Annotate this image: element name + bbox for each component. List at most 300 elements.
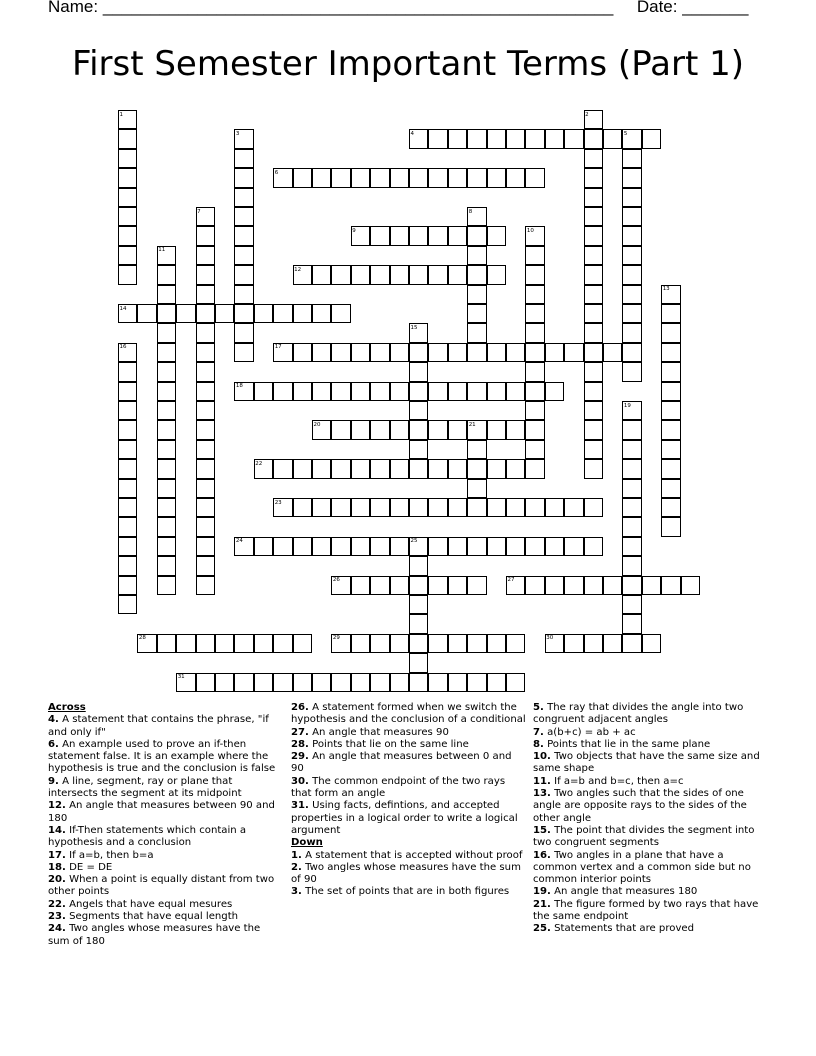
grid-cell[interactable] — [487, 498, 506, 517]
grid-cell[interactable] — [157, 556, 176, 575]
grid-cell[interactable] — [370, 420, 389, 439]
grid-cell[interactable] — [564, 634, 583, 653]
grid-cell[interactable] — [564, 129, 583, 148]
grid-cell[interactable] — [409, 362, 428, 381]
grid-cell[interactable] — [622, 149, 641, 168]
grid-cell[interactable] — [118, 401, 137, 420]
grid-cell[interactable] — [331, 304, 350, 323]
grid-cell[interactable] — [234, 673, 253, 692]
grid-cell[interactable] — [390, 673, 409, 692]
grid-cell[interactable] — [370, 673, 389, 692]
grid-cell[interactable] — [331, 673, 350, 692]
grid-cell[interactable] — [118, 226, 137, 245]
grid-cell[interactable] — [331, 343, 350, 362]
grid-cell[interactable] — [525, 246, 544, 265]
grid-cell[interactable] — [390, 343, 409, 362]
grid-cell[interactable] — [428, 673, 447, 692]
grid-cell[interactable] — [293, 634, 312, 653]
grid-cell[interactable] — [312, 498, 331, 517]
grid-cell[interactable] — [487, 168, 506, 187]
grid-cell[interactable] — [661, 459, 680, 478]
grid-cell[interactable] — [196, 479, 215, 498]
grid-cell[interactable] — [157, 362, 176, 381]
grid-cell[interactable] — [584, 129, 603, 148]
grid-cell[interactable] — [196, 382, 215, 401]
grid-cell[interactable] — [622, 168, 641, 187]
grid-cell[interactable] — [622, 634, 641, 653]
grid-cell[interactable] — [390, 168, 409, 187]
grid-cell[interactable] — [448, 343, 467, 362]
grid-cell[interactable] — [293, 343, 312, 362]
grid-cell[interactable] — [370, 537, 389, 556]
grid-cell[interactable] — [390, 498, 409, 517]
grid-cell[interactable] — [234, 188, 253, 207]
grid-cell[interactable] — [157, 382, 176, 401]
grid-cell[interactable] — [564, 576, 583, 595]
grid-cell[interactable] — [661, 517, 680, 536]
grid-cell[interactable] — [157, 498, 176, 517]
grid-cell[interactable] — [196, 265, 215, 284]
grid-cell[interactable] — [584, 401, 603, 420]
grid-cell[interactable] — [545, 498, 564, 517]
grid-cell[interactable] — [176, 304, 195, 323]
grid-cell[interactable] — [545, 576, 564, 595]
grid-cell[interactable] — [312, 304, 331, 323]
grid-cell[interactable] — [525, 440, 544, 459]
grid-cell[interactable] — [293, 673, 312, 692]
grid-cell[interactable] — [661, 323, 680, 342]
grid-cell[interactable] — [157, 576, 176, 595]
grid-cell[interactable] — [351, 382, 370, 401]
grid-cell[interactable] — [428, 634, 447, 653]
grid-cell[interactable] — [661, 304, 680, 323]
grid-cell[interactable] — [467, 498, 486, 517]
grid-cell[interactable] — [525, 129, 544, 148]
grid-cell[interactable] — [525, 420, 544, 439]
grid-cell[interactable] — [118, 168, 137, 187]
grid-cell[interactable] — [390, 265, 409, 284]
grid-cell[interactable] — [603, 576, 622, 595]
grid-cell[interactable] — [506, 498, 525, 517]
grid-cell[interactable] — [622, 207, 641, 226]
grid-cell[interactable] — [428, 576, 447, 595]
grid-cell[interactable] — [622, 420, 641, 439]
grid-cell[interactable] — [428, 226, 447, 245]
grid-cell[interactable] — [370, 498, 389, 517]
grid-cell[interactable] — [390, 576, 409, 595]
grid-cell[interactable] — [584, 323, 603, 342]
grid-cell[interactable] — [118, 246, 137, 265]
grid-cell[interactable] — [234, 207, 253, 226]
grid-cell[interactable] — [118, 265, 137, 284]
grid-cell[interactable] — [215, 304, 234, 323]
grid-cell[interactable] — [370, 459, 389, 478]
grid-cell[interactable] — [622, 479, 641, 498]
grid-cell[interactable] — [506, 673, 525, 692]
grid-cell[interactable] — [118, 420, 137, 439]
grid-cell[interactable] — [390, 459, 409, 478]
grid-cell[interactable] — [525, 362, 544, 381]
grid-cell[interactable] — [196, 556, 215, 575]
grid-cell[interactable] — [506, 537, 525, 556]
grid-cell[interactable] — [622, 537, 641, 556]
grid-cell[interactable] — [196, 304, 215, 323]
grid-cell[interactable] — [467, 673, 486, 692]
grid-cell[interactable] — [254, 382, 273, 401]
grid-cell[interactable] — [293, 537, 312, 556]
grid-cell[interactable] — [390, 420, 409, 439]
grid-cell[interactable] — [584, 343, 603, 362]
grid-cell[interactable] — [196, 246, 215, 265]
grid-cell[interactable] — [428, 168, 447, 187]
grid-cell[interactable] — [622, 614, 641, 633]
grid-cell[interactable] — [467, 343, 486, 362]
grid-cell[interactable] — [506, 634, 525, 653]
grid-cell[interactable] — [254, 673, 273, 692]
grid-cell[interactable] — [467, 323, 486, 342]
grid-cell[interactable] — [661, 343, 680, 362]
grid-cell[interactable] — [118, 537, 137, 556]
grid-cell[interactable] — [118, 440, 137, 459]
grid-cell[interactable] — [603, 634, 622, 653]
grid-cell[interactable] — [428, 459, 447, 478]
grid-cell[interactable] — [409, 673, 428, 692]
grid-cell[interactable] — [487, 673, 506, 692]
grid-cell[interactable] — [118, 207, 137, 226]
grid-cell[interactable] — [661, 498, 680, 517]
grid-cell[interactable] — [409, 614, 428, 633]
grid-cell[interactable] — [487, 129, 506, 148]
grid-cell[interactable] — [370, 168, 389, 187]
grid-cell[interactable] — [370, 634, 389, 653]
grid-cell[interactable] — [584, 207, 603, 226]
grid-cell[interactable] — [467, 129, 486, 148]
grid-cell[interactable] — [448, 673, 467, 692]
grid-cell[interactable] — [448, 537, 467, 556]
grid-cell[interactable] — [448, 168, 467, 187]
grid-cell[interactable] — [370, 226, 389, 245]
grid-cell[interactable] — [234, 323, 253, 342]
grid-cell[interactable] — [467, 246, 486, 265]
grid-cell[interactable] — [525, 401, 544, 420]
grid-cell[interactable] — [370, 343, 389, 362]
grid-cell[interactable] — [331, 537, 350, 556]
grid-cell[interactable] — [293, 498, 312, 517]
grid-cell[interactable] — [234, 285, 253, 304]
grid-cell[interactable] — [545, 382, 564, 401]
grid-cell[interactable] — [661, 576, 680, 595]
grid-cell[interactable] — [584, 188, 603, 207]
grid-cell[interactable] — [661, 382, 680, 401]
grid-cell[interactable] — [234, 246, 253, 265]
grid-cell[interactable] — [467, 634, 486, 653]
grid-cell[interactable] — [506, 382, 525, 401]
grid-cell[interactable] — [448, 420, 467, 439]
grid-cell[interactable] — [409, 343, 428, 362]
grid-cell[interactable] — [428, 129, 447, 148]
grid-cell[interactable] — [157, 265, 176, 284]
grid-cell[interactable] — [351, 265, 370, 284]
grid-cell[interactable] — [409, 498, 428, 517]
grid-cell[interactable] — [584, 362, 603, 381]
grid-cell[interactable] — [622, 285, 641, 304]
grid-cell[interactable] — [525, 459, 544, 478]
grid-cell[interactable] — [118, 149, 137, 168]
grid-cell[interactable] — [409, 634, 428, 653]
grid-cell[interactable] — [331, 168, 350, 187]
grid-cell[interactable] — [409, 382, 428, 401]
grid-cell[interactable] — [584, 537, 603, 556]
grid-cell[interactable] — [312, 673, 331, 692]
grid-cell[interactable] — [293, 304, 312, 323]
grid-cell[interactable] — [448, 382, 467, 401]
grid-cell[interactable] — [525, 382, 544, 401]
grid-cell[interactable] — [196, 401, 215, 420]
grid-cell[interactable] — [545, 343, 564, 362]
grid-cell[interactable] — [448, 265, 467, 284]
grid-cell[interactable] — [681, 576, 700, 595]
grid-cell[interactable] — [351, 634, 370, 653]
grid-cell[interactable] — [487, 265, 506, 284]
grid-cell[interactable] — [428, 498, 447, 517]
grid-cell[interactable] — [661, 362, 680, 381]
grid-cell[interactable] — [118, 188, 137, 207]
grid-cell[interactable] — [525, 323, 544, 342]
grid-cell[interactable] — [409, 595, 428, 614]
grid-cell[interactable] — [622, 517, 641, 536]
grid-cell[interactable] — [448, 226, 467, 245]
grid-cell[interactable] — [584, 382, 603, 401]
grid-cell[interactable] — [622, 226, 641, 245]
grid-cell[interactable] — [584, 304, 603, 323]
grid-cell[interactable] — [273, 673, 292, 692]
grid-cell[interactable] — [448, 576, 467, 595]
grid-cell[interactable] — [234, 226, 253, 245]
grid-cell[interactable] — [584, 226, 603, 245]
grid-cell[interactable] — [370, 576, 389, 595]
grid-cell[interactable] — [525, 304, 544, 323]
grid-cell[interactable] — [584, 420, 603, 439]
grid-cell[interactable] — [390, 634, 409, 653]
grid-cell[interactable] — [487, 459, 506, 478]
grid-cell[interactable] — [467, 285, 486, 304]
grid-cell[interactable] — [467, 479, 486, 498]
grid-cell[interactable] — [584, 498, 603, 517]
grid-cell[interactable] — [584, 285, 603, 304]
grid-cell[interactable] — [525, 265, 544, 284]
grid-cell[interactable] — [196, 226, 215, 245]
grid-cell[interactable] — [564, 537, 583, 556]
grid-cell[interactable] — [545, 537, 564, 556]
grid-cell[interactable] — [525, 498, 544, 517]
grid-cell[interactable] — [584, 459, 603, 478]
grid-cell[interactable] — [622, 362, 641, 381]
grid-cell[interactable] — [196, 498, 215, 517]
grid-cell[interactable] — [331, 459, 350, 478]
grid-cell[interactable] — [351, 673, 370, 692]
grid-cell[interactable] — [273, 304, 292, 323]
grid-cell[interactable] — [622, 576, 641, 595]
grid-cell[interactable] — [428, 265, 447, 284]
grid-cell[interactable] — [661, 401, 680, 420]
grid-cell[interactable] — [196, 673, 215, 692]
grid-cell[interactable] — [331, 498, 350, 517]
grid-cell[interactable] — [525, 537, 544, 556]
grid-cell[interactable] — [118, 459, 137, 478]
grid-cell[interactable] — [506, 420, 525, 439]
grid-cell[interactable] — [584, 265, 603, 284]
grid-cell[interactable] — [254, 634, 273, 653]
grid-cell[interactable] — [118, 576, 137, 595]
grid-cell[interactable] — [234, 343, 253, 362]
grid-cell[interactable] — [331, 265, 350, 284]
grid-cell[interactable] — [487, 634, 506, 653]
grid-cell[interactable] — [157, 323, 176, 342]
grid-cell[interactable] — [351, 168, 370, 187]
date-blank[interactable]: _______ — [682, 0, 749, 16]
grid-cell[interactable] — [409, 401, 428, 420]
grid-cell[interactable] — [642, 129, 661, 148]
grid-cell[interactable] — [234, 304, 253, 323]
grid-cell[interactable] — [234, 149, 253, 168]
grid-cell[interactable] — [584, 168, 603, 187]
grid-cell[interactable] — [409, 265, 428, 284]
grid-cell[interactable] — [118, 382, 137, 401]
grid-cell[interactable] — [196, 537, 215, 556]
grid-cell[interactable] — [293, 168, 312, 187]
grid-cell[interactable] — [467, 382, 486, 401]
grid-cell[interactable] — [622, 188, 641, 207]
grid-cell[interactable] — [273, 537, 292, 556]
grid-cell[interactable] — [409, 226, 428, 245]
grid-cell[interactable] — [118, 479, 137, 498]
grid-cell[interactable] — [642, 634, 661, 653]
grid-cell[interactable] — [467, 440, 486, 459]
grid-cell[interactable] — [196, 440, 215, 459]
grid-cell[interactable] — [622, 595, 641, 614]
grid-cell[interactable] — [409, 168, 428, 187]
grid-cell[interactable] — [137, 304, 156, 323]
grid-cell[interactable] — [390, 226, 409, 245]
grid-cell[interactable] — [622, 343, 641, 362]
grid-cell[interactable] — [428, 537, 447, 556]
grid-cell[interactable] — [312, 343, 331, 362]
grid-cell[interactable] — [487, 226, 506, 245]
grid-cell[interactable] — [234, 168, 253, 187]
grid-cell[interactable] — [351, 343, 370, 362]
grid-cell[interactable] — [448, 459, 467, 478]
grid-cell[interactable] — [118, 556, 137, 575]
grid-cell[interactable] — [506, 343, 525, 362]
grid-cell[interactable] — [525, 343, 544, 362]
grid-cell[interactable] — [487, 420, 506, 439]
grid-cell[interactable] — [234, 265, 253, 284]
grid-cell[interactable] — [448, 634, 467, 653]
grid-cell[interactable] — [196, 576, 215, 595]
grid-cell[interactable] — [467, 576, 486, 595]
grid-cell[interactable] — [234, 634, 253, 653]
grid-cell[interactable] — [584, 634, 603, 653]
grid-cell[interactable] — [448, 498, 467, 517]
grid-cell[interactable] — [506, 129, 525, 148]
grid-cell[interactable] — [506, 459, 525, 478]
grid-cell[interactable] — [622, 556, 641, 575]
grid-cell[interactable] — [351, 498, 370, 517]
grid-cell[interactable] — [409, 420, 428, 439]
grid-cell[interactable] — [196, 459, 215, 478]
grid-cell[interactable] — [603, 343, 622, 362]
grid-cell[interactable] — [293, 459, 312, 478]
grid-cell[interactable] — [467, 168, 486, 187]
grid-cell[interactable] — [196, 285, 215, 304]
grid-cell[interactable] — [661, 479, 680, 498]
grid-cell[interactable] — [622, 246, 641, 265]
name-blank[interactable]: ______________________________________________________ — [102, 0, 614, 16]
grid-cell[interactable] — [312, 459, 331, 478]
grid-cell[interactable] — [545, 129, 564, 148]
grid-cell[interactable] — [273, 634, 292, 653]
grid-cell[interactable] — [157, 343, 176, 362]
grid-cell[interactable] — [157, 459, 176, 478]
grid-cell[interactable] — [331, 420, 350, 439]
grid-cell[interactable] — [622, 323, 641, 342]
grid-cell[interactable] — [661, 440, 680, 459]
grid-cell[interactable] — [487, 343, 506, 362]
grid-cell[interactable] — [409, 440, 428, 459]
grid-cell[interactable] — [584, 149, 603, 168]
grid-cell[interactable] — [351, 420, 370, 439]
grid-cell[interactable] — [603, 129, 622, 148]
grid-cell[interactable] — [409, 653, 428, 672]
grid-cell[interactable] — [157, 285, 176, 304]
grid-cell[interactable] — [118, 595, 137, 614]
grid-cell[interactable] — [351, 459, 370, 478]
grid-cell[interactable] — [642, 576, 661, 595]
grid-cell[interactable] — [564, 498, 583, 517]
grid-cell[interactable] — [176, 634, 195, 653]
grid-cell[interactable] — [273, 382, 292, 401]
grid-cell[interactable] — [351, 576, 370, 595]
grid-cell[interactable] — [467, 304, 486, 323]
grid-cell[interactable] — [351, 537, 370, 556]
grid-cell[interactable] — [622, 459, 641, 478]
grid-cell[interactable] — [196, 362, 215, 381]
grid-cell[interactable] — [157, 420, 176, 439]
grid-cell[interactable] — [254, 304, 273, 323]
grid-cell[interactable] — [467, 265, 486, 284]
grid-cell[interactable] — [157, 537, 176, 556]
grid-cell[interactable] — [196, 634, 215, 653]
grid-cell[interactable] — [157, 401, 176, 420]
grid-cell[interactable] — [196, 517, 215, 536]
grid-cell[interactable] — [506, 168, 525, 187]
grid-cell[interactable] — [448, 129, 467, 148]
grid-cell[interactable] — [409, 576, 428, 595]
grid-cell[interactable] — [525, 285, 544, 304]
grid-cell[interactable] — [409, 556, 428, 575]
grid-cell[interactable] — [467, 537, 486, 556]
grid-cell[interactable] — [312, 382, 331, 401]
grid-cell[interactable] — [370, 265, 389, 284]
grid-cell[interactable] — [584, 246, 603, 265]
grid-cell[interactable] — [390, 382, 409, 401]
grid-cell[interactable] — [661, 420, 680, 439]
grid-cell[interactable] — [331, 382, 350, 401]
grid-cell[interactable] — [118, 129, 137, 148]
grid-cell[interactable] — [622, 440, 641, 459]
grid-cell[interactable] — [584, 440, 603, 459]
grid-cell[interactable] — [215, 634, 234, 653]
